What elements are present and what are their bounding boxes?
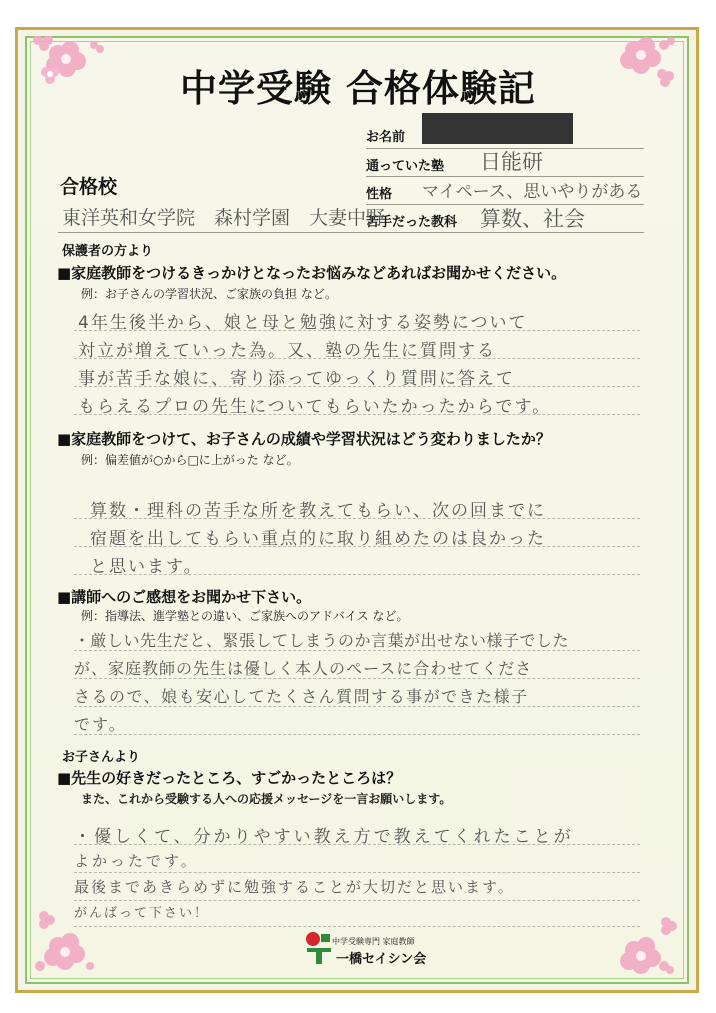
answer-4-line: ・優しくて、分かりやすい教え方で教えてくれたことが [74, 827, 574, 847]
flower-decoration-bottom-right [606, 910, 686, 980]
personality-label: 性格 [366, 187, 393, 202]
question-1-example: 例：お子さんの学習状況、ご家族の負担 など。 [81, 287, 337, 301]
answer-2-line: 算数・理科の苦手な所を教えてもらい、次の回までに [90, 501, 546, 521]
name-label: お名前 [366, 130, 406, 145]
juku-label: 通っていた塾 [366, 159, 445, 174]
page-title: 中学受験 合格体験記 [180, 66, 536, 110]
logo-name: 一橋セイシン会 [336, 952, 427, 967]
question-4: ■先生の好きだったところ、すごかったところは？ [57, 769, 402, 787]
weak-subject-label: 苦手だった教科 [366, 215, 458, 230]
answer-3-line: です。 [74, 715, 127, 734]
logo-tagline: 中学受験専門 家庭教師 [332, 937, 415, 946]
answer-3-line: ・厳しい先生だと、緊張してしまうのか言葉が出せない様子でした [74, 631, 570, 650]
school-label: 合格校 [60, 176, 118, 198]
question-3-example: 例：指導法、進学塾との違い、ご家族へのアドバイス など。 [81, 609, 409, 623]
answer-line [74, 734, 640, 735]
question-3: ■講師へのご感想をお聞かせ下さい。 [57, 588, 312, 606]
answer-2-line: 宿題を出してもらい重点的に取り組めたのは良かった [90, 529, 546, 549]
juku-value: 日能研 [480, 150, 543, 174]
answer-1-line: 対立が増えていった為。又、塾の先生に質問する [78, 341, 496, 361]
question-2-example: 例：偏差値が○から□に上がった など。 [81, 453, 299, 467]
answer-4-line: 最後まであきらめずに勉強することが大切だと思います。 [74, 878, 515, 896]
answer-line [74, 900, 640, 901]
answer-1-line: 事が苦手な娘に、寄り添ってゆっくり質問に答えて [78, 369, 515, 389]
question-4-subtext: また、これから受験する人への応援メッセージを一言お願いします。 [81, 792, 452, 806]
answer-4-line: よかったです。 [74, 852, 199, 870]
answer-3-line: さるので、娘も安心してたくさん質問する事ができた様子 [74, 687, 529, 706]
weak-subject-rule [58, 232, 644, 233]
question-2: ■家庭教師をつけて、お子さんの成績や学習状況はどう変わりましたか？ [57, 430, 551, 448]
answer-2-line: と思います。 [90, 557, 203, 577]
personality-value: マイペース、思いやりがある [422, 182, 643, 202]
answer-line [74, 872, 640, 873]
answer-line [74, 926, 640, 927]
weak-subject-value: 算数、社会 [480, 207, 585, 231]
question-1: ■家庭教師をつけるきっかけとなったお悩みなどあればお聞かせください。 [57, 264, 567, 282]
answer-1-line: もらえるプロの先生についてもらいたかったからです。 [78, 397, 552, 417]
school-value: 東洋英和女学院 森村学園 大妻中野 [62, 207, 386, 229]
guardian-section-label: 保護者の方より [62, 244, 154, 259]
answer-1-line: 4年生後半から、娘と母と勉強に対する姿勢について [78, 313, 528, 333]
seishinkai-logo-icon [304, 930, 334, 966]
name-redaction [422, 113, 573, 144]
child-section-label: お子さんより [62, 750, 141, 765]
answer-3-line: が、家庭教師の先生は優しく本人のペースに合わせてくださ [74, 659, 533, 678]
answer-4-line: がんばって下さい！ [74, 906, 210, 921]
